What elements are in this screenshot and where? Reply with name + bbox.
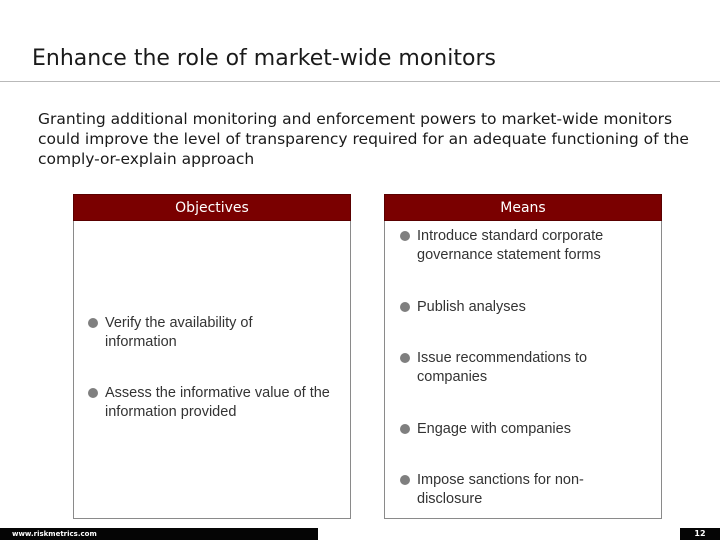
slide-title: Enhance the role of market-wide monitors (32, 46, 496, 71)
means-item (417, 227, 642, 265)
bullet-dot-icon (400, 231, 410, 241)
means-item-text: Impose sanctions for non-disclosure (417, 472, 584, 507)
bullet-dot-icon (400, 424, 410, 434)
objective-item-text: Assess the informative value of the information provided (105, 385, 330, 420)
means-item-text: Issue recommendations to companies (417, 350, 588, 385)
bullet-dot-icon (88, 318, 98, 328)
objective-item-text: Verify the availability of information (105, 315, 253, 350)
means-item (417, 471, 617, 509)
bullet-dot-icon (400, 475, 410, 485)
objective-item (105, 384, 337, 422)
objectives-header: Objectives (73, 194, 351, 221)
bullet-dot-icon (400, 353, 410, 363)
page-number: 12 (680, 528, 720, 540)
bullet-dot-icon (400, 302, 410, 312)
means-header: Means (384, 194, 662, 221)
title-divider (0, 81, 720, 82)
means-item-text: Introduce standard corporate governance statement forms (417, 228, 604, 263)
intro-paragraph: Granting additional monitoring and enforcement powers to market-wide monitors could improve the level of transparency required for an adequate functioning of the comply-or-explain approach (38, 110, 689, 168)
means-item (417, 420, 642, 439)
objective-item (105, 314, 325, 352)
objectives-panel (73, 221, 351, 519)
footer-website[interactable]: www.riskmetrics.com (0, 528, 318, 540)
means-item (417, 349, 627, 387)
means-item-text: Engage with companies (417, 421, 571, 437)
bullet-dot-icon (88, 388, 98, 398)
means-item (417, 298, 642, 317)
means-item-text: Publish analyses (417, 299, 526, 315)
